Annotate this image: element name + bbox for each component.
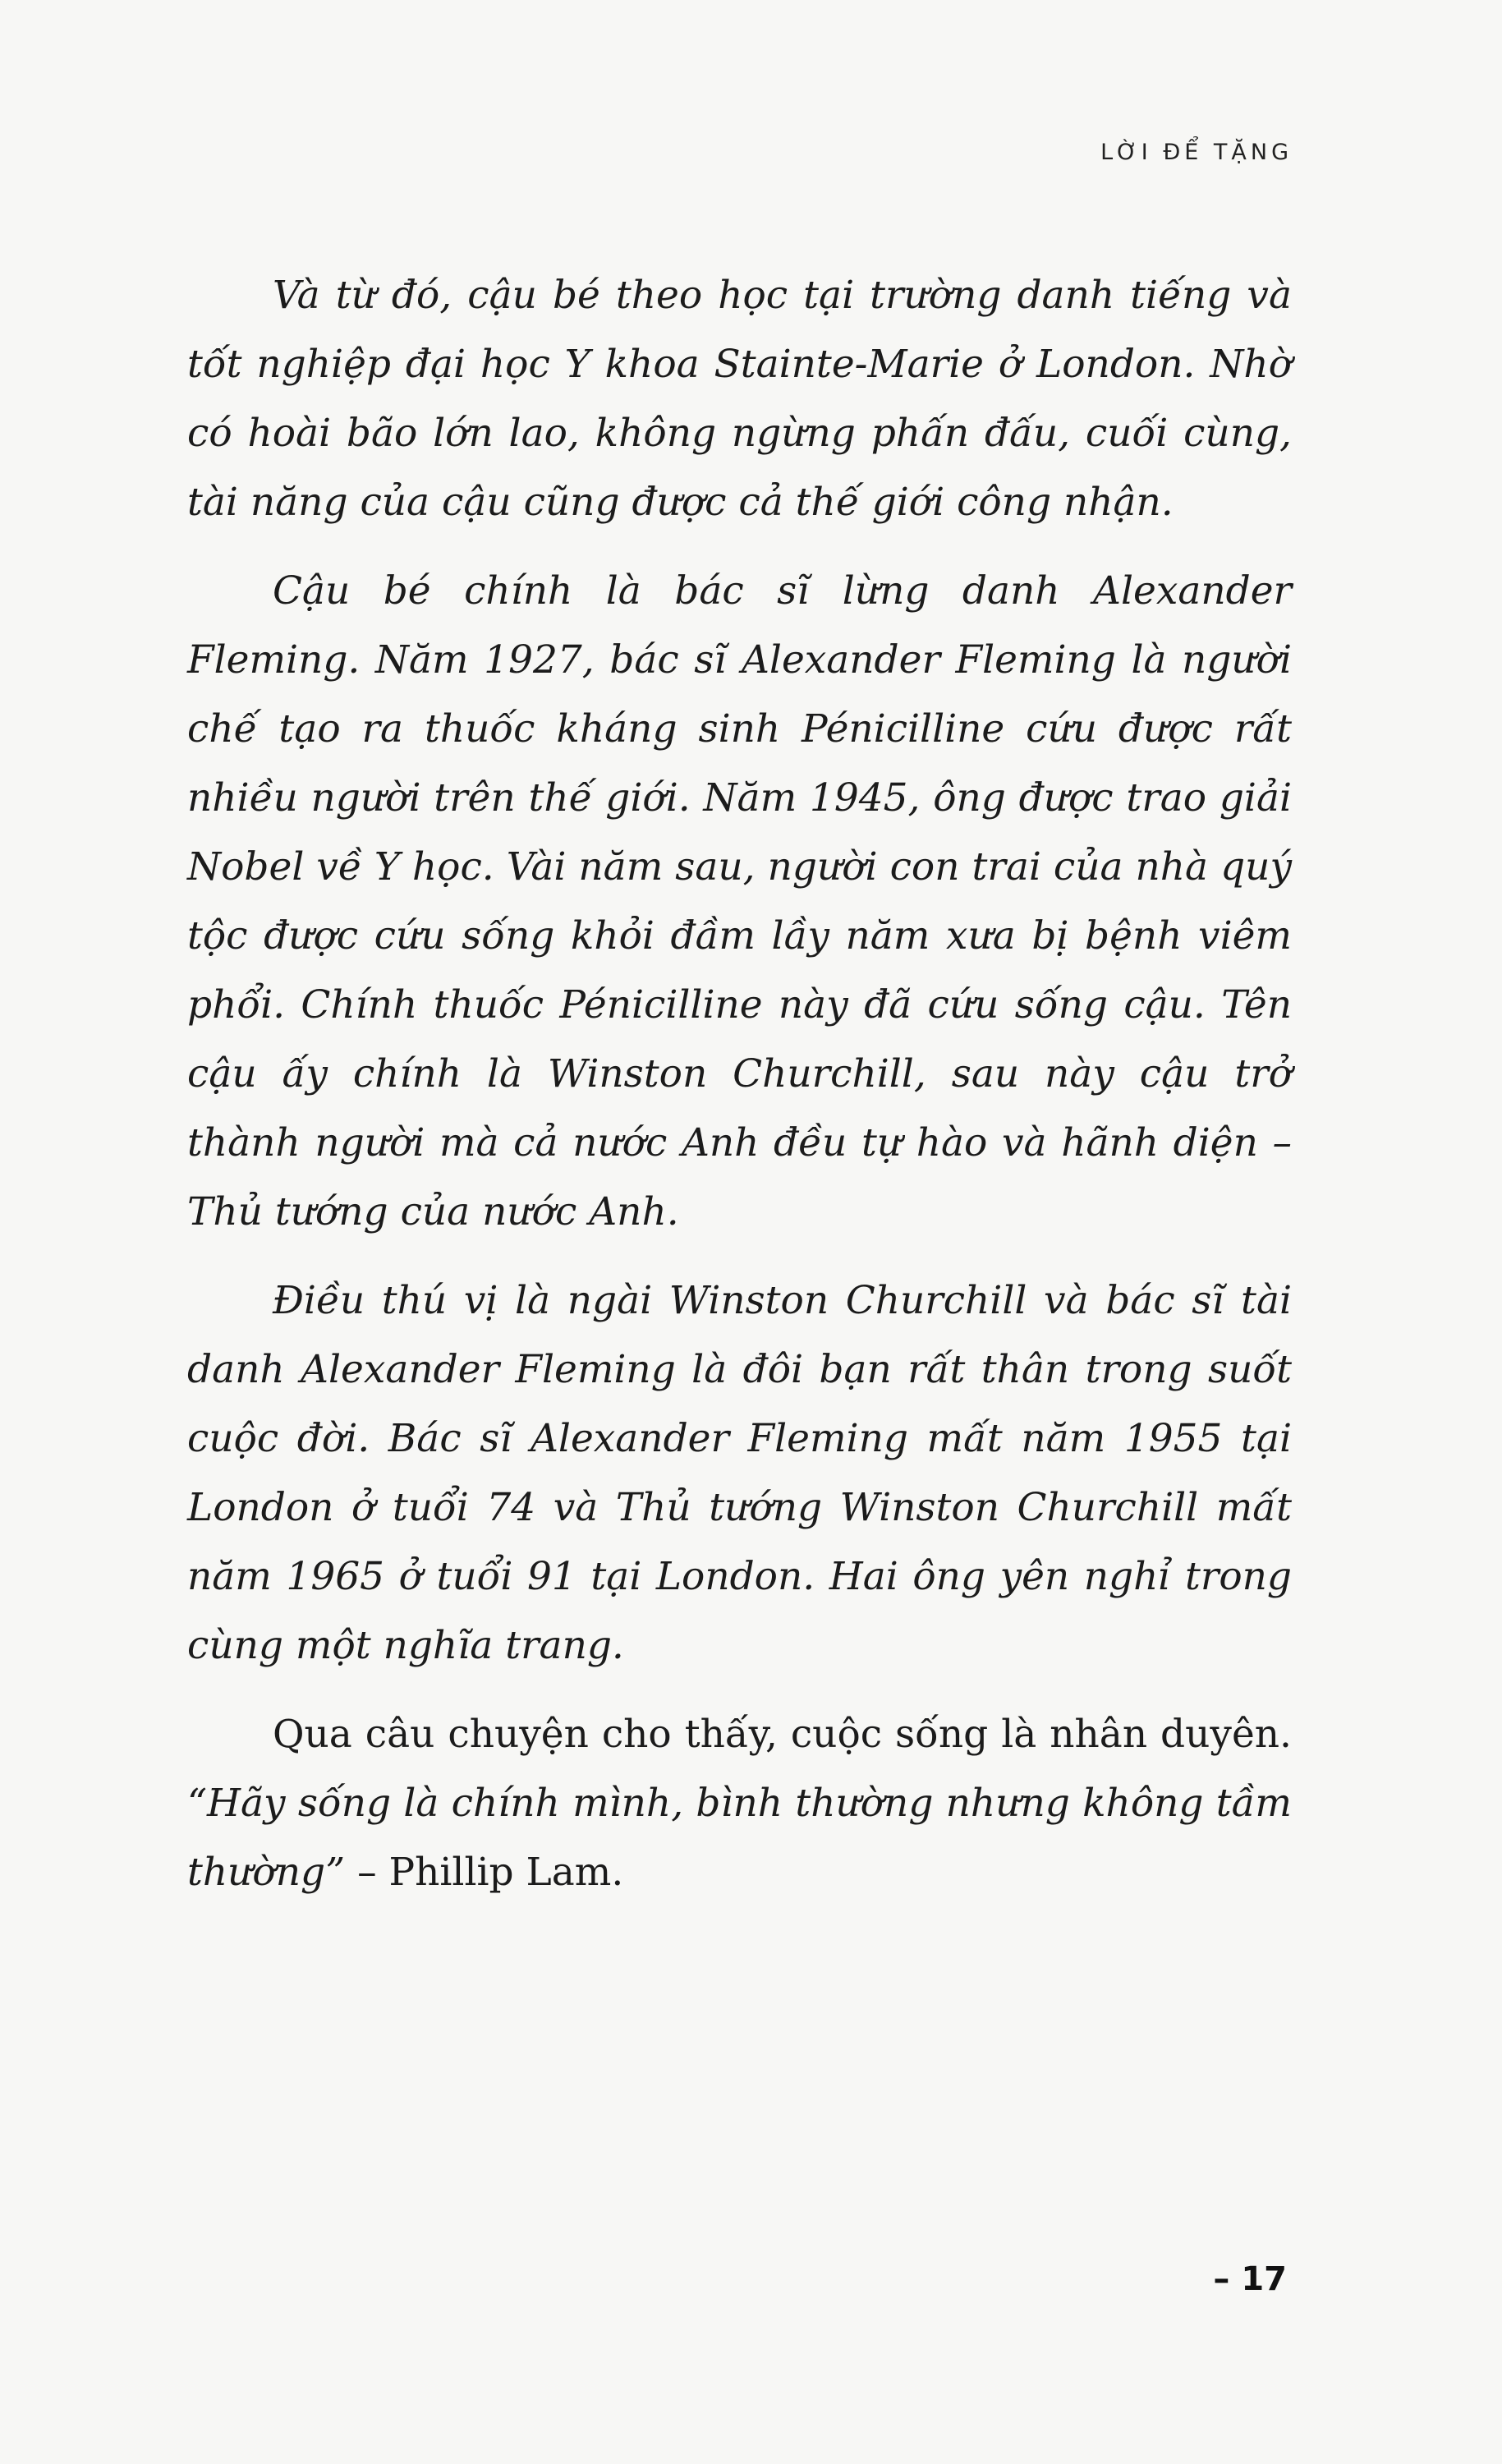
quote-attribution: – Phillip Lam.: [357, 1850, 624, 1895]
page-number: – 17: [1213, 2260, 1287, 2298]
body-text: [187, 261, 1292, 1927]
paragraph-1-text: Và từ đó, cậu bé theo học tại trường danh tiếng và tốt nghiệp đại học Y khoa Stainte-Marie ở London. Nhờ có hoài bão lớn lao, không ngừng phấn đấu, cuối cùng, tài năng của cậu cũng được cả thế giới công nhận.: [187, 273, 1292, 525]
closing-lead: Qua câu chuyện cho thấy, cuộc sống là nhân duyên.: [273, 1712, 1292, 1757]
closing-paragraph: [187, 1700, 1292, 1907]
paragraph-2: [187, 557, 1292, 1247]
paragraph-3-text: Điều thú vị là ngài Winston Churchill và bác sĩ tài danh Alexander Fleming là đôi bạn rất thân trong suốt cuộc đời. Bác sĩ Alexander Fleming mất năm 1955 tại London ở tuổi 74 và Thủ tướng Winston Churchill mất năm 1965 ở tuổi 91 tại London. Hai ông yên nghỉ trong cùng một nghĩa trang.: [187, 1278, 1292, 1668]
closing-quote: “Hãy sống là chính mình, bình thường nhưng không tầm thường”: [187, 1781, 1292, 1895]
paragraph-3: [187, 1266, 1292, 1680]
paragraph-1: [187, 261, 1292, 537]
paragraph-2-text: Cậu bé chính là bác sĩ lừng danh Alexander Fleming. Năm 1927, bác sĩ Alexander Fleming là người chế tạo ra thuốc kháng sinh Pénicilline cứu được rất nhiều người trên thế giới. Năm 1945, ông được trao giải Nobel về Y học. Vài năm sau, người con trai của nhà quý tộc được cứu sống khỏi đầm lầy năm xưa bị bệnh viêm phổi. Chính thuốc Pénicilline này đã cứu sống cậu. Tên cậu ấy chính là Winston Churchill, sau này cậu trở thành người mà cả nước Anh đều tự hào và hãnh diện – Thủ tướng của nước Anh.: [187, 568, 1292, 1234]
running-header: LỜI ĐỂ TẶNG: [1100, 140, 1293, 165]
